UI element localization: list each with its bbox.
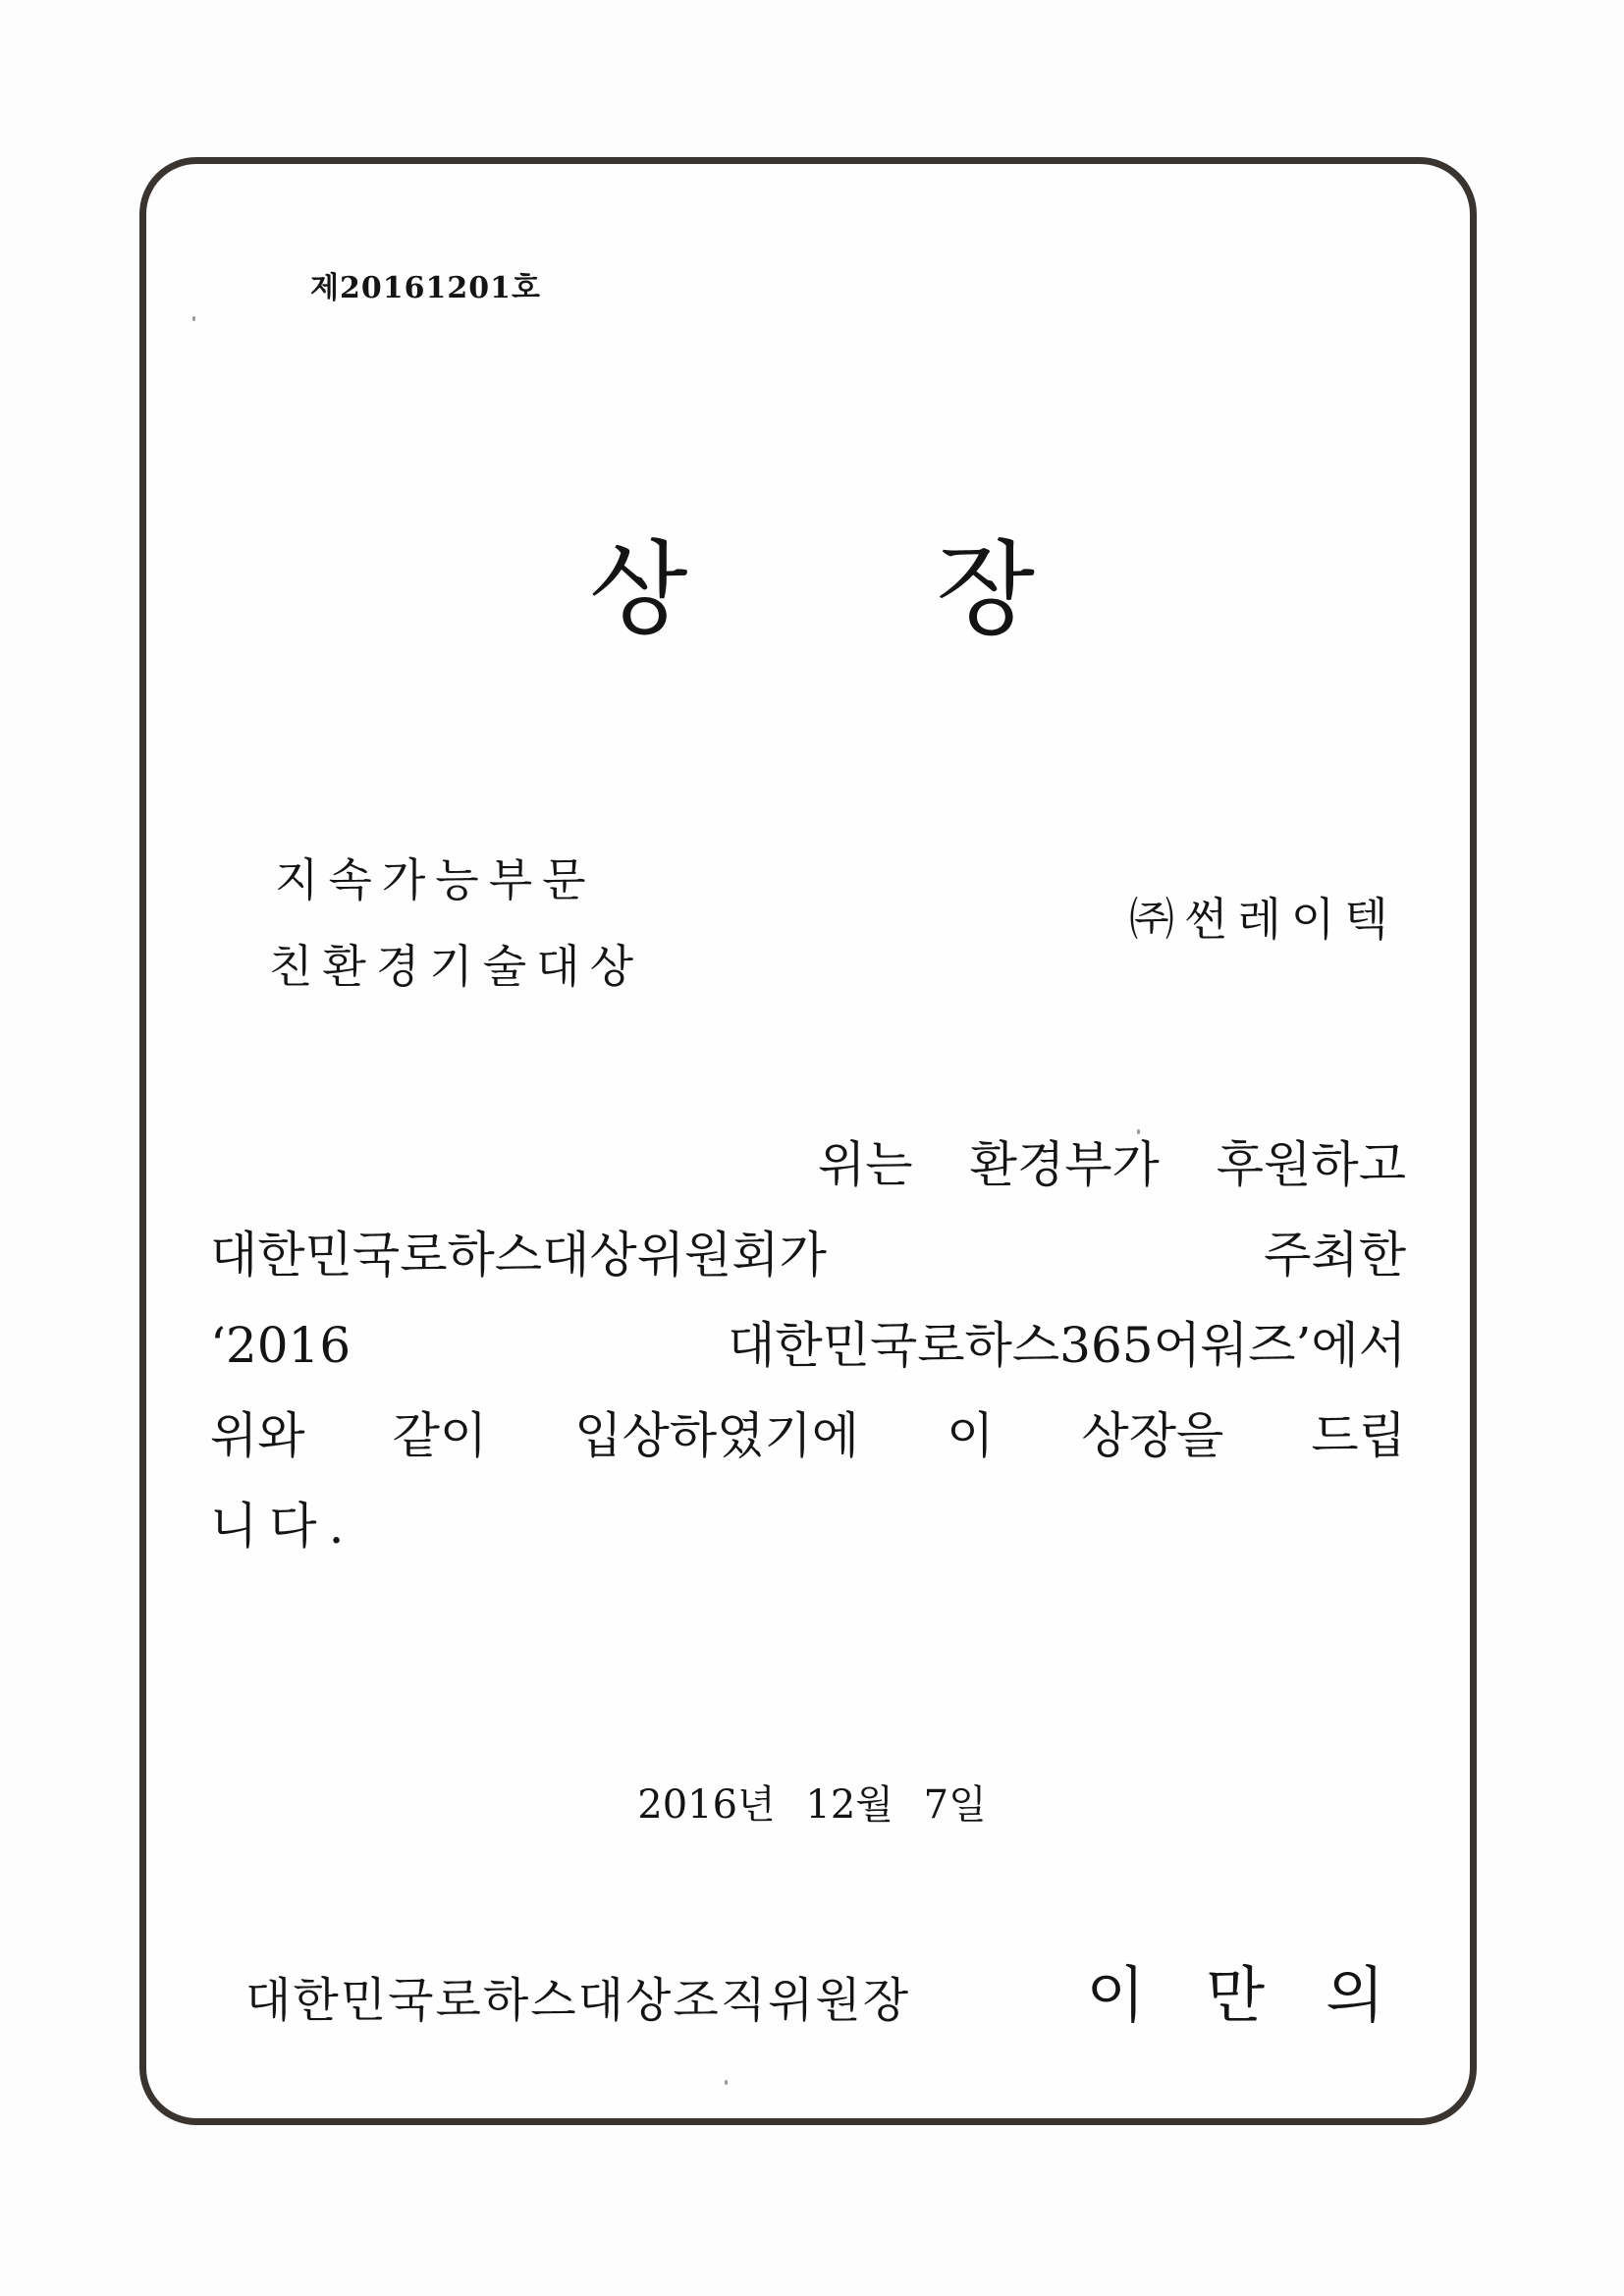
certificate-number: 제20161201호	[310, 271, 541, 305]
signature-block	[245, 1946, 1445, 2034]
recipient-name: ㈜썬레이텍	[1129, 893, 1398, 946]
body-word: 같이	[392, 1407, 488, 1464]
certificate-body	[210, 1120, 1406, 1571]
award-division: 지속가능부문	[275, 853, 596, 906]
body-line	[210, 1391, 1406, 1481]
scan-speck	[192, 316, 195, 321]
certificate-title: 상 장	[589, 529, 1143, 649]
body-word: 위와	[210, 1407, 305, 1464]
body-word: 니다.	[210, 1498, 356, 1555]
award-date: 2016년 12월 7일	[637, 1782, 987, 1828]
signer-name: 이만의	[1086, 1959, 1445, 2031]
body-line	[210, 1481, 1406, 1571]
body-line	[210, 1120, 1406, 1210]
body-word: 이	[947, 1407, 995, 1464]
signer-title: 대한민국로하스대상조직위원장	[245, 1973, 911, 2028]
body-word: ‘2016	[210, 1317, 352, 1374]
body-line	[210, 1300, 1406, 1391]
body-word: 입상하였기에	[574, 1407, 860, 1464]
body-word: 상장을	[1081, 1407, 1224, 1464]
body-word: 드립	[1311, 1407, 1406, 1464]
body-line	[210, 1210, 1406, 1300]
award-category	[269, 837, 644, 1010]
body-word: 후원하고	[1216, 1136, 1406, 1193]
body-word: 환경부가	[969, 1136, 1160, 1193]
body-word: 주최한	[1264, 1227, 1406, 1284]
award-name: 친환경기술대상	[269, 940, 644, 993]
scan-speck	[725, 2080, 728, 2085]
body-word: 위는	[817, 1136, 913, 1193]
body-word: 대한민국로하스365어워즈’에서	[728, 1317, 1406, 1374]
body-word: 대한민국로하스대상위원회가	[210, 1227, 827, 1284]
